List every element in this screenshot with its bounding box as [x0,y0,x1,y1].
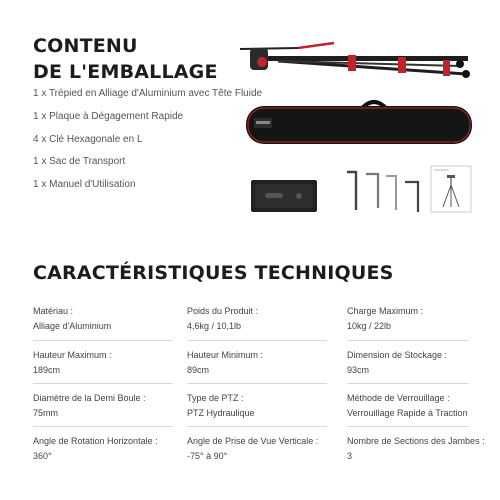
spec-label: Type de PTZ : [187,393,244,403]
contents-item-plate: 1 x Plaque à Dégagement Rapide [33,111,184,122]
spec-label: Diamètre de la Demi Boule : [33,393,146,403]
quick-release-plate-image [249,176,319,216]
carry-bag-image [244,98,474,146]
divider [187,340,327,341]
hex-keys-image [342,170,424,214]
spec-value: 93cm [347,365,370,375]
spec-label: Angle de Rotation Horizontale : [33,436,158,446]
spec-label: Hauteur Minimum : [187,350,264,360]
contents-item-tripod: 1 x Trépied en Alliage d'Aluminium avec Tête Fluide [33,88,263,99]
spec-label: Matériau : [33,306,74,316]
divider [33,340,173,341]
divider [33,383,173,384]
spec-label: Méthode de Verrouillage : [347,393,450,403]
spec-label: Angle de Prise de Vue Verticale : [187,436,319,446]
contents-item-bag: 1 x Sac de Transport [33,156,126,167]
divider [347,426,469,427]
spec-value: 75mm [33,408,59,418]
contents-title-line2: DE L'EMBALLAGE [33,61,218,83]
spec-value: 189cm [33,365,61,375]
spec-label: Charge Maximum : [347,306,424,316]
spec-value: 89cm [187,365,210,375]
contents-item-manual: 1 x Manuel d'Utilisation [33,179,136,190]
spec-value: PTZ Hydraulique [187,408,255,418]
spec-label: Hauteur Maximum : [33,350,112,360]
spec-value: Verrouillage Rapide à Traction [347,408,468,418]
manual-image [430,165,472,213]
spec-value: 4,6kg / 10,1lb [187,321,242,331]
divider [33,426,173,427]
divider [187,383,327,384]
spec-value: 360° [33,451,52,461]
contents-title-line1: CONTENU [33,35,138,57]
spec-label: Dimension de Stockage : [347,350,448,360]
spec-value: 10kg / 22lb [347,321,392,331]
contents-title [33,33,218,85]
spec-label: Poids du Produit : [187,306,259,316]
divider [187,426,327,427]
spec-label: Nombre de Sections des Jambes : [347,436,485,446]
divider [347,340,469,341]
specs-title: CARACTÉRISTIQUES TECHNIQUES [33,262,394,284]
spec-value: Alliage d'Aluminium [33,321,112,331]
tripod-image [238,36,473,84]
spec-value: 3 [347,451,353,461]
divider [347,383,469,384]
spec-value: -75° à 90° [187,451,228,461]
contents-item-hex-keys: 4 x Clé Hexagonale en L [33,134,143,145]
